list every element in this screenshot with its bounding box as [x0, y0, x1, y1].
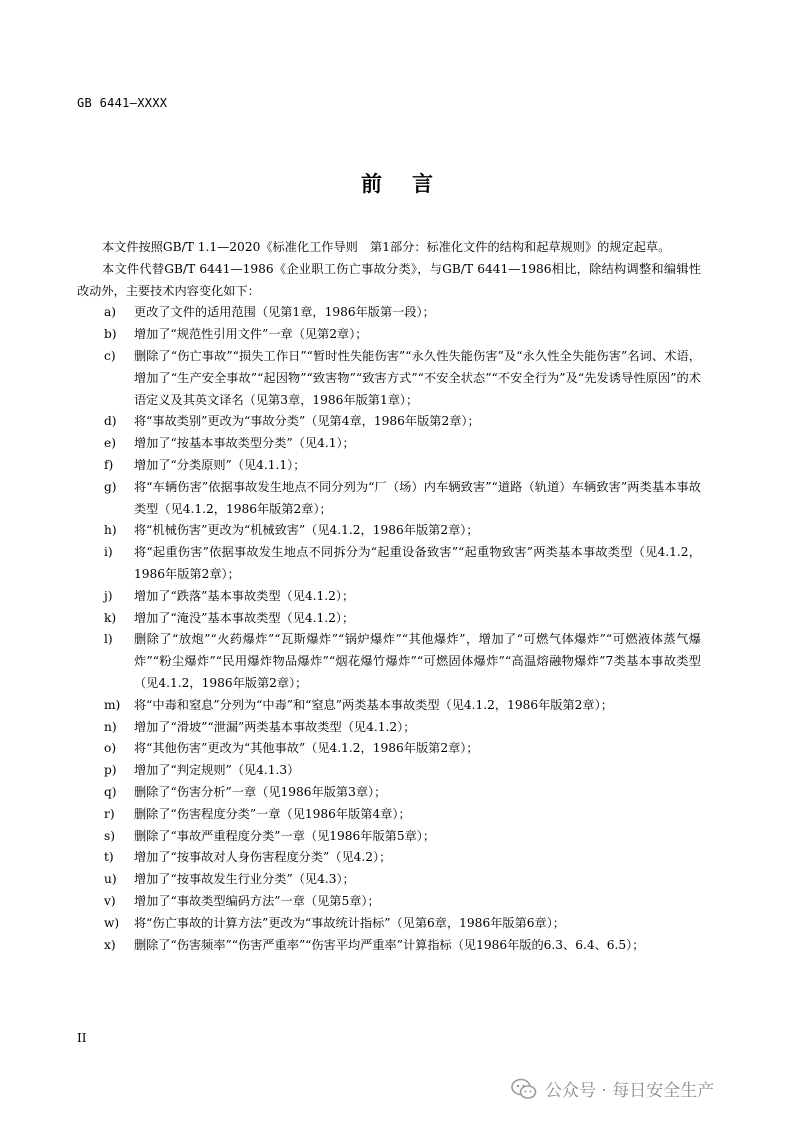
list-item	[77, 717, 701, 739]
list-item-label: g)	[104, 479, 117, 494]
list-item-label: q)	[104, 784, 117, 799]
list-item-label: x)	[104, 937, 116, 952]
list-item-text: 删除了“事故严重程度分类”一章（见1986年版第5章）；	[134, 828, 436, 843]
list-item-label: h)	[104, 523, 117, 538]
list-item-label: p)	[104, 763, 117, 778]
list-item-label: s)	[104, 828, 116, 843]
list-item-label: w)	[104, 915, 120, 930]
list-item-text: 更改了文件的适用范围（见第1章，1986年版第一段）；	[134, 305, 435, 320]
list-item	[77, 477, 701, 521]
list-item	[77, 608, 701, 630]
list-item-label: i)	[104, 545, 113, 560]
list-item	[77, 782, 701, 804]
list-item-label: u)	[104, 872, 117, 887]
list-item	[77, 826, 701, 848]
list-item	[77, 935, 701, 957]
list-item-text: 增加了“判定规则”（见4.1.3）	[134, 763, 300, 778]
list-item-text: 增加了“按事故对人身伤害程度分类”（见4.2）；	[134, 850, 392, 865]
list-item-text: 将“车辆伤害”依据事故发生地点不同分列为“厂（场）内车辆致害”“道路（轨道）车辆致害”两类基本事故类型（见4.1.2，1986年版第2章）；	[134, 479, 701, 516]
paragraph-replacement: 本文件代替GB/T 6441—1986《企业职工伤亡事故分类》，与GB/T 6441—1986相比，除结构调整和编辑性改动外，主要技术内容变化如下：	[77, 261, 701, 298]
list-item-text: 将“起重伤害”依据事故发生地点不同拆分为“起重设备致害”“起重物致害”两类基本事故类型（见4.1.2，1986年版第2章）；	[134, 545, 701, 581]
list-item-label: v)	[104, 893, 116, 908]
list-item-text: 增加了“事故类型编码方法”一章（见第5章）；	[134, 893, 380, 908]
list-item-text: 删除了“伤害频率”“伤害严重率”“伤害平均严重率”计算指标（见1986年版的6.3、6.4、6.5）；	[134, 937, 645, 952]
list-item-text: 增加了“规范性引用文件”一章（见第2章）；	[134, 327, 368, 342]
list-item-label: o)	[104, 741, 117, 756]
list-item-text: 增加了“淹没”基本事故类型（见4.1.2）；	[134, 610, 355, 625]
list-item	[77, 629, 701, 694]
list-item-label: d)	[104, 414, 117, 429]
list-item-label: n)	[104, 719, 117, 734]
list-item-label: e)	[104, 436, 116, 451]
list-item	[77, 411, 701, 433]
page-title	[0, 168, 794, 198]
list-item-label: b)	[104, 327, 117, 342]
list-item	[77, 738, 701, 760]
list-item-label: t)	[104, 850, 114, 865]
list-item-text: 增加了“按事故发生行业分类”（见4.3）；	[134, 872, 355, 887]
list-item-text: 将“事故类别”更改为“事故分类”（见第4章，1986年版第2章）；	[134, 414, 480, 429]
list-item-text: 将“伤亡事故的计算方法”更改为“事故统计指标”（见第6章，1986年版第6章）；	[134, 915, 565, 930]
list-item	[77, 913, 701, 935]
list-item	[77, 586, 701, 608]
list-item-label: k)	[104, 610, 117, 625]
watermark	[511, 1076, 714, 1101]
list-item-label: f)	[104, 457, 114, 472]
paragraph-drafting-rules: 本文件按照GB/T 1.1—2020《标准化工作导则 第1部分：标准化文件的结构和起草规则》的规定起草。	[102, 240, 671, 254]
title-part-1: 前	[361, 172, 382, 196]
list-item-text: 增加了“跌落”基本事故类型（见4.1.2）；	[134, 588, 355, 603]
list-item-label: m)	[104, 697, 121, 712]
foreword-body	[77, 237, 701, 956]
list-item-text: 删除了“伤害分析”一章（见1986年版第3章）；	[134, 784, 387, 799]
list-item-text: 将“机械伤害”更改为“机械致害”（见4.1.2，1986年版第2章）；	[134, 523, 479, 538]
page-number: II	[77, 1031, 87, 1045]
list-item	[77, 542, 701, 586]
wechat-icon	[511, 1078, 537, 1100]
list-item-label: c)	[104, 348, 116, 363]
list-item	[77, 869, 701, 891]
list-item	[77, 302, 701, 324]
list-item	[77, 433, 701, 455]
watermark-text: 公众号 · 每日安全生产	[545, 1081, 715, 1101]
list-item-text: 将“中毒和窒息”分列为“中毒”和“窒息”两类基本事故类型（见4.1.2，1986年版第2章）；	[134, 697, 613, 712]
list-item	[77, 891, 701, 913]
list-item-text: 删除了“放炮”“火药爆炸”“瓦斯爆炸”“锅炉爆炸”“其他爆炸”，增加了“可燃气体爆炸”“可燃液体蒸气爆炸”“粉尘爆炸”“民用爆炸物品爆炸”“烟花爆竹爆炸”“可燃固体爆炸”“高温熔融物爆炸”7类基本事故类型（见4.1.2，1986年版第2章）；	[134, 632, 701, 690]
list-item-label: a)	[104, 305, 117, 320]
list-item-label: j)	[104, 588, 113, 603]
list-item	[77, 324, 701, 346]
list-item	[77, 695, 701, 717]
list-item-text: 增加了“分类原则”（见4.1.1）；	[134, 457, 306, 472]
list-item-text: 删除了“伤害程度分类”一章（见1986年版第4章）；	[134, 806, 411, 821]
list-item-text: 将“其他伤害”更改为“其他事故”（见4.1.2，1986年版第2章）；	[134, 741, 479, 756]
title-part-2: 言	[412, 172, 433, 196]
list-item	[77, 455, 701, 477]
list-item	[77, 804, 701, 826]
list-item-text: 增加了“按基本事故类型分类”（见4.1）；	[134, 436, 355, 451]
document-code: GB 6441—XXXX	[77, 96, 168, 110]
list-item	[77, 346, 701, 411]
list-item-text: 增加了“滑坡”“泄漏”两类基本事故类型（见4.1.2）；	[134, 719, 416, 734]
list-item-label: r)	[104, 806, 115, 821]
list-item	[77, 760, 701, 782]
list-item-text: 删除了“伤亡事故”“损失工作日”“暂时性失能伤害”“永久性失能伤害”及“永久性全失能伤害”名词、术语，增加了“生产安全事故”“起因物”“致害物”“致害方式”“不安全状态”“不安全行为”及“先发诱导性原因”的术语定义及其英文译名（见第3章，1986年版第1章）；	[134, 348, 701, 407]
list-item	[77, 520, 701, 542]
change-list	[77, 302, 701, 956]
list-item-label: l)	[104, 632, 113, 647]
list-item	[77, 847, 701, 869]
